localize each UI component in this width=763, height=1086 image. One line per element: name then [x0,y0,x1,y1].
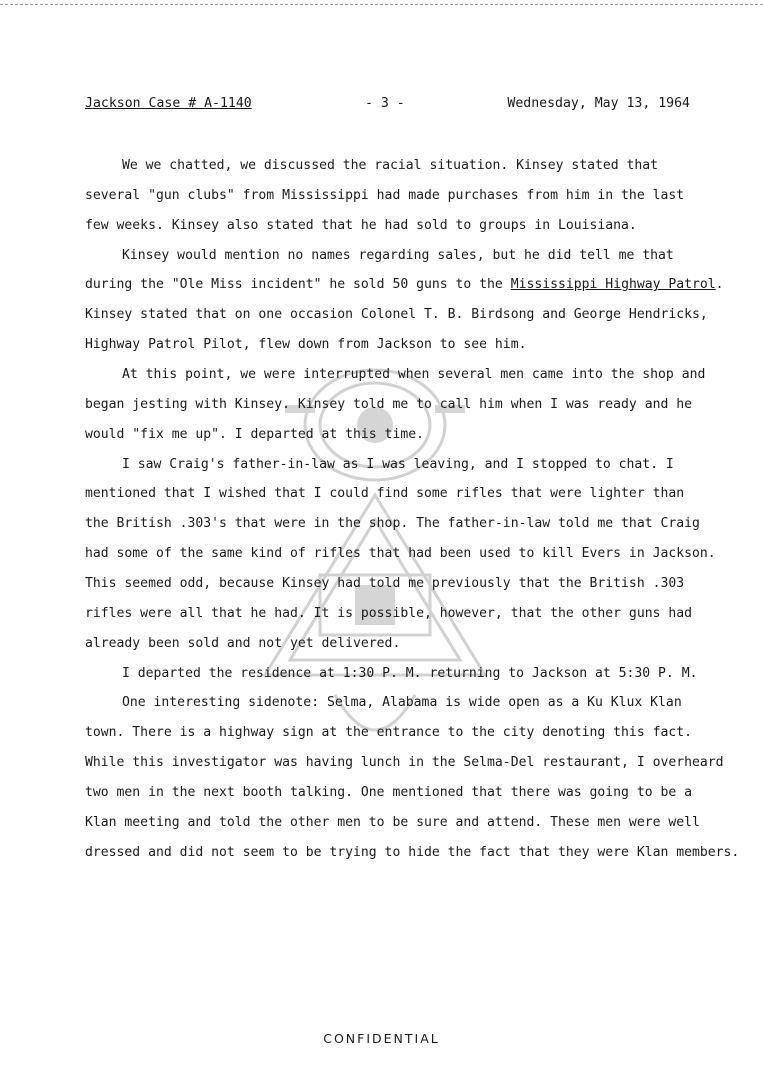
text-segment: during the "Ole Miss incident" he sold 50 guns to the [85,277,511,293]
text-line: Klan meeting and told the other men to be sure and attend. These men were well [85,814,700,830]
text-line: had some of the same kind of rifles that had been used to kill Evers in Jackson. [85,546,716,562]
text-line: already been sold and not yet delivered. [85,635,401,651]
page-header [85,96,690,116]
text-line: would "fix me up". I departed at this time. [85,426,424,442]
text-line: several "gun clubs" from Mississippi had made purchases from him in the last [85,187,685,203]
text-line: While this investigator was having lunch in the Selma-Del restaurant, I overheard [85,755,724,771]
case-number: Jackson Case # A-1140 [85,96,252,111]
text-line: town. There is a highway sign at the entrance to the city denoting this fact. [85,725,692,741]
text-line: began jesting with Kinsey. Kinsey told me to call him when I was ready and he [85,396,692,412]
text-line: At this point, we were interrupted when several men came into the shop and [122,367,706,383]
text-line: two men in the next booth talking. One mentioned that there was going to be a [85,785,692,801]
page-top-edge [0,4,763,5]
report-body [85,151,740,868]
text-line: rifles were all that he had. It is possible, however, that the other guns had [85,605,692,621]
text-line: Highway Patrol Pilot, flew down from Jackson to see him. [85,337,527,353]
text-line: Kinsey stated that on one occasion Colonel T. B. Birdsong and George Hendricks, [85,307,708,323]
page-number: - 3 - [365,96,405,111]
text-line [85,270,724,300]
underlined-organization: Mississippi Highway Patrol [510,277,716,293]
text-line: One interesting sidenote: Selma, Alabama is wide open as a Ku Klux Klan [122,695,682,711]
text-line: dressed and did not seem to be trying to hide the fact that they were Klan members. [85,844,740,860]
text-line: few weeks. Kinsey also stated that he had sold to groups in Louisiana. [85,217,637,233]
text-line: I saw Craig's father-in-law as I was leaving, and I stopped to chat. I [122,456,674,472]
report-date: Wednesday, May 13, 1964 [507,96,690,111]
text-line: Kinsey would mention no names regarding sales, but he did tell me that [122,247,674,263]
text-line: mentioned that I wished that I could find some rifles that were lighter than [85,486,685,502]
text-line: This seemed odd, because Kinsey had told me previously that the British .303 [85,576,685,592]
text-line: We we chatted, we discussed the racial situation. Kinsey stated that [122,158,659,173]
confidential-footer: CONFIDENTIAL [323,1031,440,1046]
text-line: I departed the residence at 1:30 P. M. returning to Jackson at 5:30 P. M. [122,665,698,681]
text-line: the British .303's that were in the shop. The father-in-law told me that Craig [85,516,700,532]
text-segment: . [715,277,724,293]
